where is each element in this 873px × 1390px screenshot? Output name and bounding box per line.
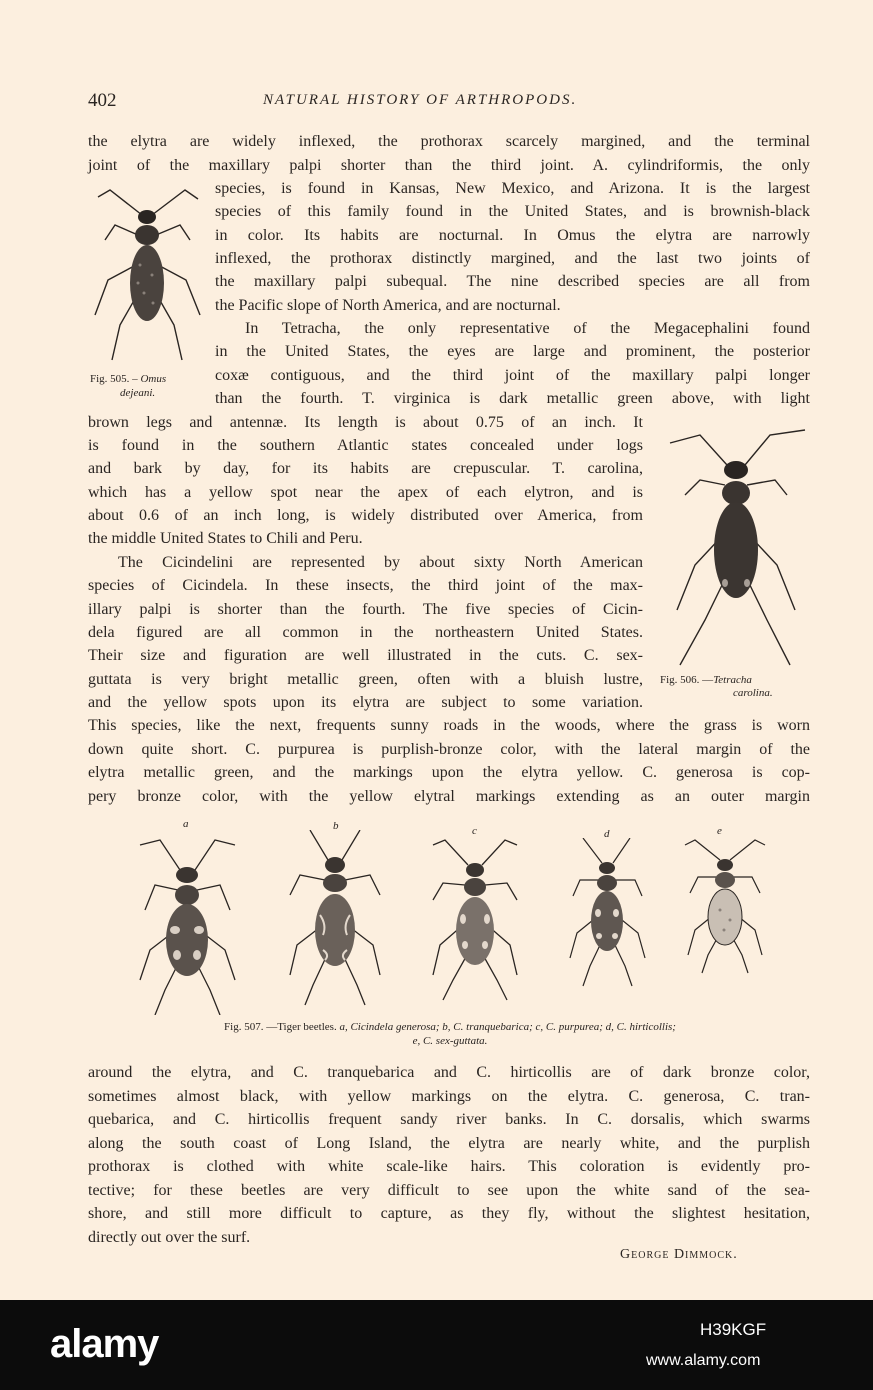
fig506-name2: carolina. bbox=[733, 687, 773, 699]
page-number: 402 bbox=[88, 90, 117, 111]
body-line-6: inflexed, the prothorax distinctly margined, and the last two joints of bbox=[215, 250, 810, 267]
body-line-30: around the elytra, and C. tranquebarica and C. hirticollis are of dark bronze color, bbox=[88, 1064, 810, 1081]
fig507-beetle-d bbox=[565, 838, 650, 988]
body-line-19: The Cicindelini are represented by about sixty North American bbox=[118, 554, 643, 571]
body-line-1: the elytra are widely inflexed, the prothorax scarcely margined, and the terminal bbox=[88, 133, 810, 150]
body-line-20: species of Cicindela. In these insects, the third joint of the max- bbox=[88, 577, 643, 594]
watermark-footer bbox=[0, 1300, 873, 1390]
author-signature: George Dimmock. bbox=[620, 1247, 738, 1262]
body-line-28: elytra metallic green, and the markings upon the elytra yellow. C. generosa is cop- bbox=[88, 764, 810, 781]
body-line-4: species of this family found in the United States, and is brownish-black bbox=[215, 203, 810, 220]
fig507-letter-d: d bbox=[604, 828, 610, 840]
body-line-25: and the yellow spots upon its elytra are subject to some variation. bbox=[88, 694, 643, 711]
fig507-beetle-b bbox=[285, 830, 385, 1010]
fig507-desc2: e, C. sex-guttata. bbox=[412, 1035, 488, 1047]
body-line-27: down quite short. C. purpurea is purplish-bronze color, with the lateral margin of the bbox=[88, 741, 810, 758]
fig507-letter-b: b bbox=[333, 820, 339, 832]
body-line-36: shore, and still more difficult to capture, as they fly, without the slightest hesitation, bbox=[88, 1205, 810, 1222]
fig506-caption bbox=[660, 673, 752, 687]
body-line-13: brown legs and antennæ. Its length is about 0.75 of an inch. It bbox=[88, 414, 643, 431]
body-line-15: and bark by day, for its habits are crepuscular. T. carolina, bbox=[88, 460, 643, 477]
image-id: H39KGF bbox=[700, 1320, 767, 1339]
fig506-label: Fig. 506. — bbox=[660, 674, 714, 686]
body-line-26: This species, like the next, frequents sunny roads in the woods, where the grass is worn bbox=[88, 717, 810, 734]
body-line-31: sometimes almost black, with yellow markings on the elytra. C. generosa, C. tran- bbox=[88, 1088, 810, 1105]
body-line-23: Their size and figuration are well illustrated in the cuts. C. sex- bbox=[88, 647, 643, 664]
fig505-label: Fig. 505. – bbox=[90, 373, 141, 385]
body-line-18: the middle United States to Chili and Peru. bbox=[88, 530, 363, 547]
body-line-8: the Pacific slope of North America, and are nocturnal. bbox=[215, 297, 561, 314]
body-line-3: species, is found in Kansas, New Mexico, and Arizona. It is the largest bbox=[215, 180, 810, 197]
fig507-caption bbox=[90, 1020, 810, 1048]
body-line-32: quebarica, and C. hirticollis frequent sandy river banks. In C. dorsalis, which swarms bbox=[88, 1111, 810, 1128]
fig507-desc1: a, Cicindela generosa; b, C. tranquebarica; c, C. purpurea; d, C. hirticollis; bbox=[336, 1021, 676, 1033]
fig507-beetle-e bbox=[680, 835, 770, 975]
site-url: www.alamy.com bbox=[646, 1352, 761, 1369]
fig505-omus-beetle bbox=[90, 185, 205, 370]
fig507-letter-e: e bbox=[717, 825, 722, 837]
fig506-tetracha-beetle bbox=[665, 425, 810, 670]
body-line-34: prothorax is clothed with white scale-like hairs. This coloration is evidently pro- bbox=[88, 1158, 810, 1175]
body-line-33: along the south coast of Long Island, the elytra are nearly white, and the purplish bbox=[88, 1135, 810, 1152]
body-line-14: is found in the southern Atlantic states concealed under logs bbox=[88, 437, 643, 454]
fig505-name2: dejeani. bbox=[120, 387, 156, 399]
body-line-29: pery bronze color, with the yellow elytral markings extending as an outer margin bbox=[88, 788, 810, 805]
page-header bbox=[88, 90, 810, 114]
body-line-9: In Tetracha, the only representative of the Megacephalini found bbox=[245, 320, 810, 337]
body-line-22: dela figured are all common in the northeastern United States. bbox=[88, 624, 643, 641]
body-line-2: joint of the maxillary palpi shorter than the third joint. A. cylindriformis, the only bbox=[88, 157, 810, 174]
fig507-label: Fig. 507. —Tiger beetles. bbox=[224, 1021, 337, 1033]
fig505-name1: Omus bbox=[140, 373, 167, 385]
body-line-5: in color. Its habits are nocturnal. In Omus the elytra are narrowly bbox=[215, 227, 810, 244]
body-line-7: the maxillary palpi subequal. The nine described species are all from bbox=[215, 273, 810, 290]
body-line-10: in the United States, the eyes are large and prominent, the posterior bbox=[215, 343, 810, 360]
fig507-letter-a: a bbox=[183, 818, 189, 830]
body-line-12: than the fourth. T. virginica is dark metallic green above, with light bbox=[215, 390, 810, 407]
fig507-letter-c: c bbox=[472, 825, 477, 837]
fig505-caption bbox=[90, 372, 166, 386]
body-line-24: guttata is very bright metallic green, often with a bluish lustre, bbox=[88, 671, 643, 688]
fig507-beetle-a bbox=[130, 830, 245, 1015]
running-title: NATURAL HISTORY OF ARTHROPODS. bbox=[263, 92, 578, 108]
fig506-name1: Tetracha bbox=[713, 674, 752, 686]
body-line-17: about 0.6 of an inch long, is widely distributed over America, from bbox=[88, 507, 643, 524]
alamy-logo: alamy bbox=[50, 1322, 159, 1366]
body-line-16: which has a yellow spot near the apex of each elytron, and is bbox=[88, 484, 643, 501]
body-line-21: illary palpi is shorter than the fourth. The five species of Cicin- bbox=[88, 601, 643, 618]
body-line-11: coxæ contiguous, and the third joint of the maxillary palpi longer bbox=[215, 367, 810, 384]
body-line-35: tective; for these beetles are very difficult to see upon the white sand of the sea- bbox=[88, 1182, 810, 1199]
fig507-beetle-c bbox=[425, 835, 525, 1005]
body-line-37: directly out over the surf. bbox=[88, 1229, 251, 1246]
